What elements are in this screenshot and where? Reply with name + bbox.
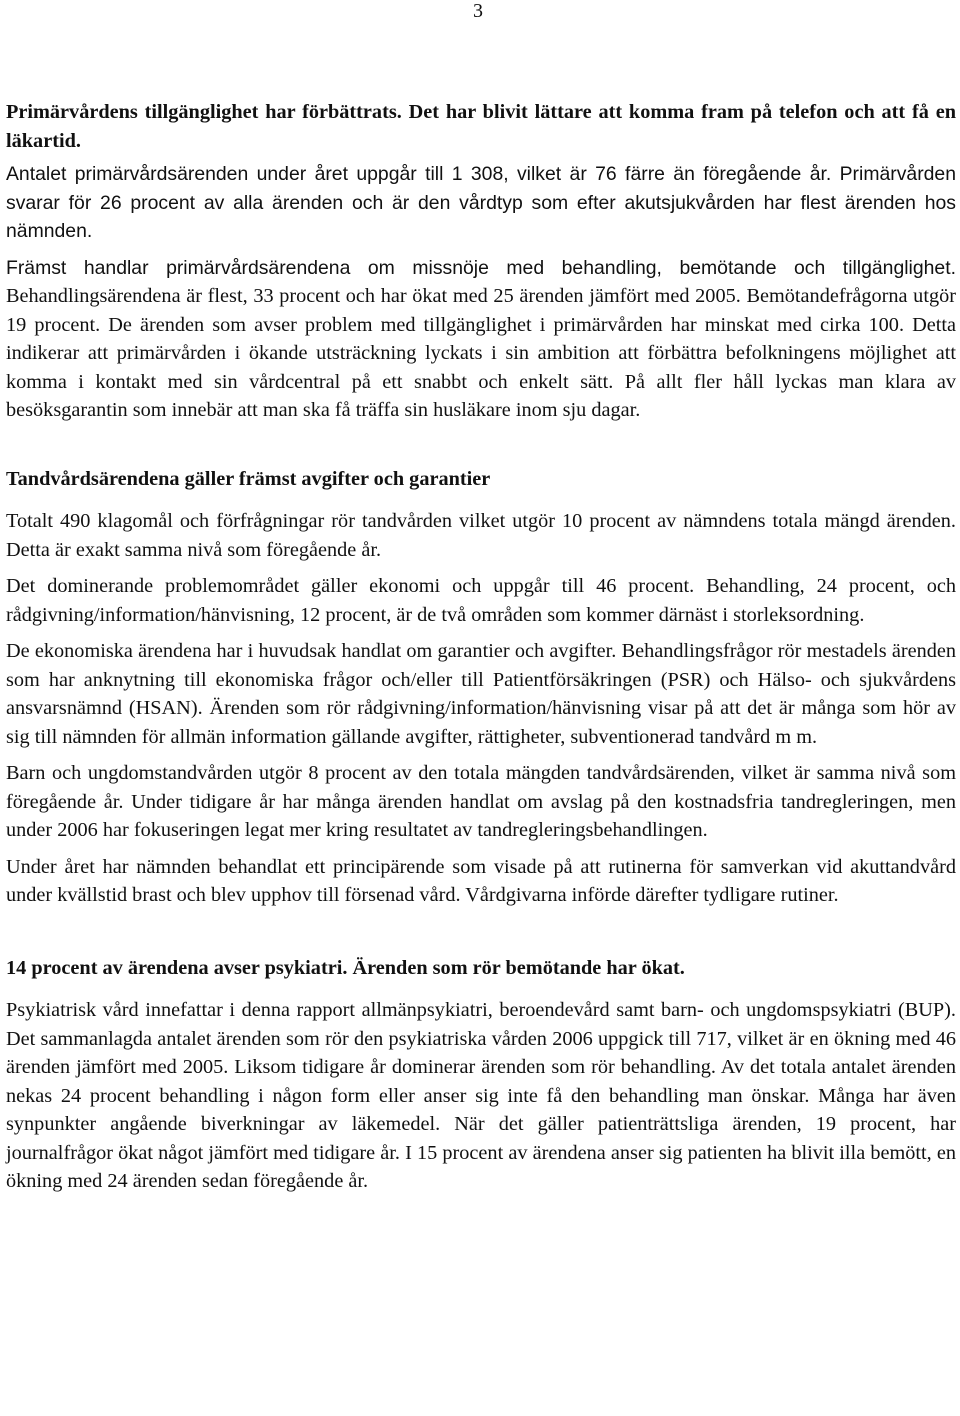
psykiatri-paragraph: Psykiatrisk vård innefattar i denna rapport allmänpsykiatri, beroendevård samt barn- och ungdomspsykiatri (BUP). Det sammanlagda antalet ärenden som rör den psykiatriska vården 2006 uppgick till 717, vilket är en ökning med 46 ärenden jämfört med 2005. Liksom tidigare år dominerar ärenden som rör behandling. Av det totala antalet ärenden nekas 24 procent behandling i någon form eller anser sig inte få den behandling man önskar. Många har även synpunkter angående biverkningar av läkemedel. När det gäller patienträttsliga ärenden, 19 procent, har journalfrågor ökat något jämfört med tidigare år. I 15 procent av ärendena anser sig patienten ha blivit illa bemött, en ökning med 24 ärenden sedan föregående år. — [6, 999, 956, 1192]
psykiatri-heading: 14 procent av ärendena avser psykiatri. Ärenden som rör bemötande har ökat. — [6, 956, 685, 979]
tandvard-paragraph-5: Under året har nämnden behandlat ett principärende som visade på att rutinerna för samverkan vid akuttandvård under kvällstid brast och blev upphov till försenad vård. Vårdgivarna införde därefter tydligare rutiner. — [6, 855, 956, 906]
tandvard-paragraph-2: Det dominerande problemområdet gäller ekonomi och uppgår till 46 procent. Behandling, 24 procent, och rådgivning/information/hänvisning, 12 procent, är de två områden som kommer därnäst i storleksordning. — [6, 575, 956, 626]
tandvard-heading: Tandvårdsärendena gäller främst avgifter och garantier — [6, 467, 491, 490]
tandvard-paragraph-1: Totalt 490 klagomål och förfrågningar rör tandvården vilket utgör 10 procent av nämndens totala mängd ärenden. Detta är exakt samma nivå som föregående år. — [6, 510, 956, 561]
page-content — [6, 98, 956, 1196]
tandvard-paragraph-3: De ekonomiska ärendena har i huvudsak handlat om garantier och avgifter. Behandlingsfrågor rör mestadels ärenden som har anknytning till ekonomiska frågor och/eller till Patientförsäkringen (PSR) och Hälso- och sjukvårdens ansvarsnämnd (HSAN). Ärenden som rör rådgivning/information/hänvisning visar på att det är många som hör av sig till nämnden för allmän information gällande avgifter, rättigheter, subventionerad tandvård m m. — [6, 640, 956, 748]
lead-paragraph: Primärvårdens tillgänglighet har förbättrats. Det har blivit lättare att komma fram på telefon och att få en läkartid. — [6, 101, 956, 152]
tandvard-paragraph-4: Barn och ungdomstandvården utgör 8 procent av den totala mängden tandvårdsärenden, vilket är samma nivå som föregående år. Under tidigare år har många ärenden handlat om avslag på den kostnadsfria tandregleringen, men under 2006 har fokuseringen legat mer kring resultatet av tandregleringsbehandlingen. — [6, 762, 956, 841]
primarvard-paragraph-2-body: Behandlingsärendena är flest, 33 procent och har ökat med 25 ärenden jämfört med 2005. Bemötandefrågorna utgör 19 procent. De ärenden som avser problem med tillgänglighet i primärvården har minskat med cirka 100. Detta indikerar att primärvården i ökande utsträckning lyckats i sin ambition att förbättra befolkningens möjlighet att komma i kontakt med sin vårdcentral på ett snabbt och enkelt sätt. På allt fler håll lyckas man klara av besöksgarantin som innebär att man ska få träffa sin husläkare inom sju dagar. — [6, 285, 956, 421]
page-number: 3 — [473, 0, 483, 22]
primarvard-paragraph-2 — [6, 254, 956, 425]
primarvard-paragraph-1: Antalet primärvårdsärenden under året uppgår till 1 308, vilket är 76 färre än föregående år. Primärvården svarar för 26 procent av alla ärenden och är den vårdtyp som efter akutsjukvården har flest ärenden hos nämnden. — [6, 163, 956, 242]
primarvard-paragraph-2-intro: Främst handlar primärvårdsärendena om missnöje med behandling, bemötande och tillgänglighet. — [6, 256, 956, 279]
